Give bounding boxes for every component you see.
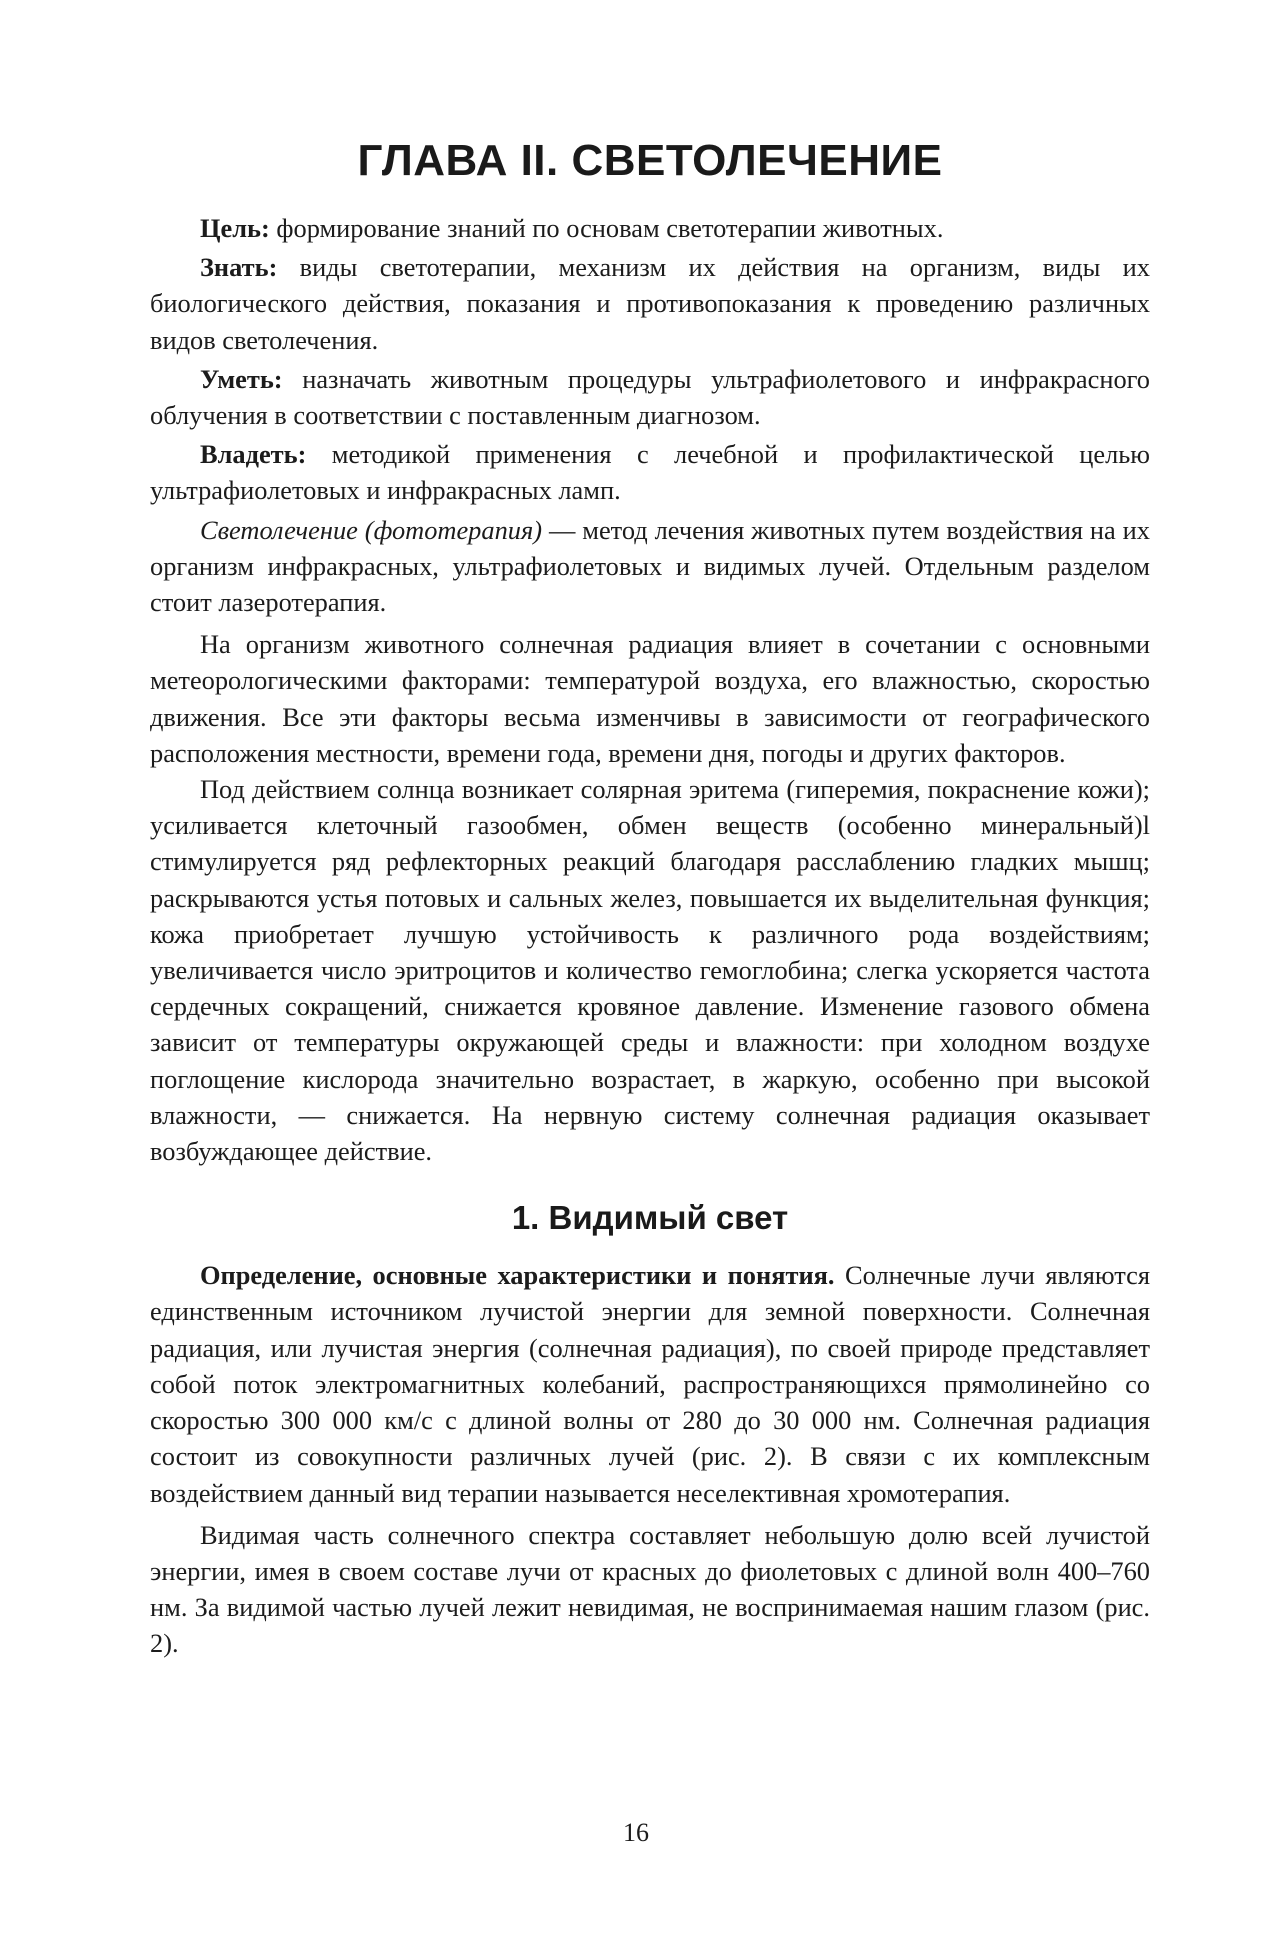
section-lead-text: Солнечные лучи являются единственным источником лучистой энергии для земной поверхности. Солнечная радиация, или лучистая энергия (солнечная радиация), по своей природе представляет собой поток электромагнитных колебаний, распространяющихся прямолинейно со скоростью 300 000 км/с с длиной волны от 280 до 30 000 нм. Солнечная радиация состоит из совокупности различных лучей (рис. 2). В связи с их комплексным воздействием данный вид терапии называется неселективная хромотерапия. [150, 1260, 1150, 1508]
body-paragraph: На организм животного солнечная радиация влияет в сочетании с основными метеорологическими факторами: температурой воздуха, его влажностью, скоростью движения. Все эти факторы весьма изменчивы в зависимости от географического расположения местности, времени года, времени дня, погоды и других факторов. [150, 629, 1150, 768]
objective-label: Уметь: [200, 363, 283, 394]
definition-paragraph [150, 512, 1150, 621]
section-lead-label: Определение, основные характеристики и понятия. [200, 1260, 835, 1291]
page-content [150, 0, 1150, 1668]
objective-know [150, 249, 1150, 358]
objectives-block [150, 210, 1150, 620]
objective-label: Владеть: [200, 439, 307, 470]
section-lead-paragraph [150, 1257, 1150, 1510]
objective-goal [150, 210, 1150, 246]
section-paragraph: Видимая часть солнечного спектра составляет небольшую долю всей лучистой энергии, имея в своем составе лучи от красных до фиолетовых с длиной волн 400–760 нм. За видимой частью лучей лежит невидимая, не воспринимаемая нашим глазом (рис. 2). [150, 1519, 1150, 1659]
chapter-title: ГЛАВА II. СВЕТОЛЕЧЕНИЕ [357, 136, 943, 185]
body-paragraph: Под действием солнца возникает солярная эритема (гиперемия, покраснение кожи); усиливается клеточный газообмен, обмен веществ (особенно минеральный)l стимулируется ряд рефлекторных реакций благодаря расслаблению гладких мышц; раскрываются устья потовых и сальных желез, повышается их выделительная функция; кожа приобретает лучшую устойчивость к различного рода воздействиям; увеличивается число эритроцитов и количество гемоглобина; слегка ускоряется частота сердечных сокращений, снижается кровяное давление. Изменение газового обмена зависит от температуры окружающей среды и влажности: при холодном воздухе поглощение кислорода значительно возрастает, в жаркую, особенно при высокой влажности, — снижается. На нервную систему солнечная радиация оказывает возбуждающее действие. [150, 774, 1150, 1167]
objective-label: Цель: [200, 213, 270, 243]
objective-text: формирование знаний по основам светотерапии животных. [269, 213, 944, 243]
definition-term: Светолечение (фототерапия) [200, 514, 543, 545]
section-title: 1. Видимый свет [511, 1199, 789, 1237]
objective-text: методикой применения с лечебной и профилактической целью ультрафиолетовых и инфракрасных ламп. [150, 439, 1150, 506]
page-number: 16 [623, 1818, 649, 1847]
objective-label: Знать: [200, 252, 278, 283]
objective-master [150, 436, 1150, 508]
definition-text: — метод лечения животных путем воздействия на их организм инфракрасных, ультрафиолетовых и видимых лучей. Отдельным разделом стоит лазеротерапия. [150, 514, 1150, 618]
objective-text: назначать животным процедуры ультрафиолетового и инфракрасного облучения в соответствии с поставленным диагнозом. [150, 363, 1150, 431]
objective-skill [150, 361, 1150, 433]
section-body [150, 1257, 1150, 1661]
objective-text: виды светотерапии, механизм их действия на организм, виды их биологического действия, показания и противопоказания к проведению различных видов светолечения. [150, 252, 1150, 355]
chapter-body [150, 626, 1150, 1169]
